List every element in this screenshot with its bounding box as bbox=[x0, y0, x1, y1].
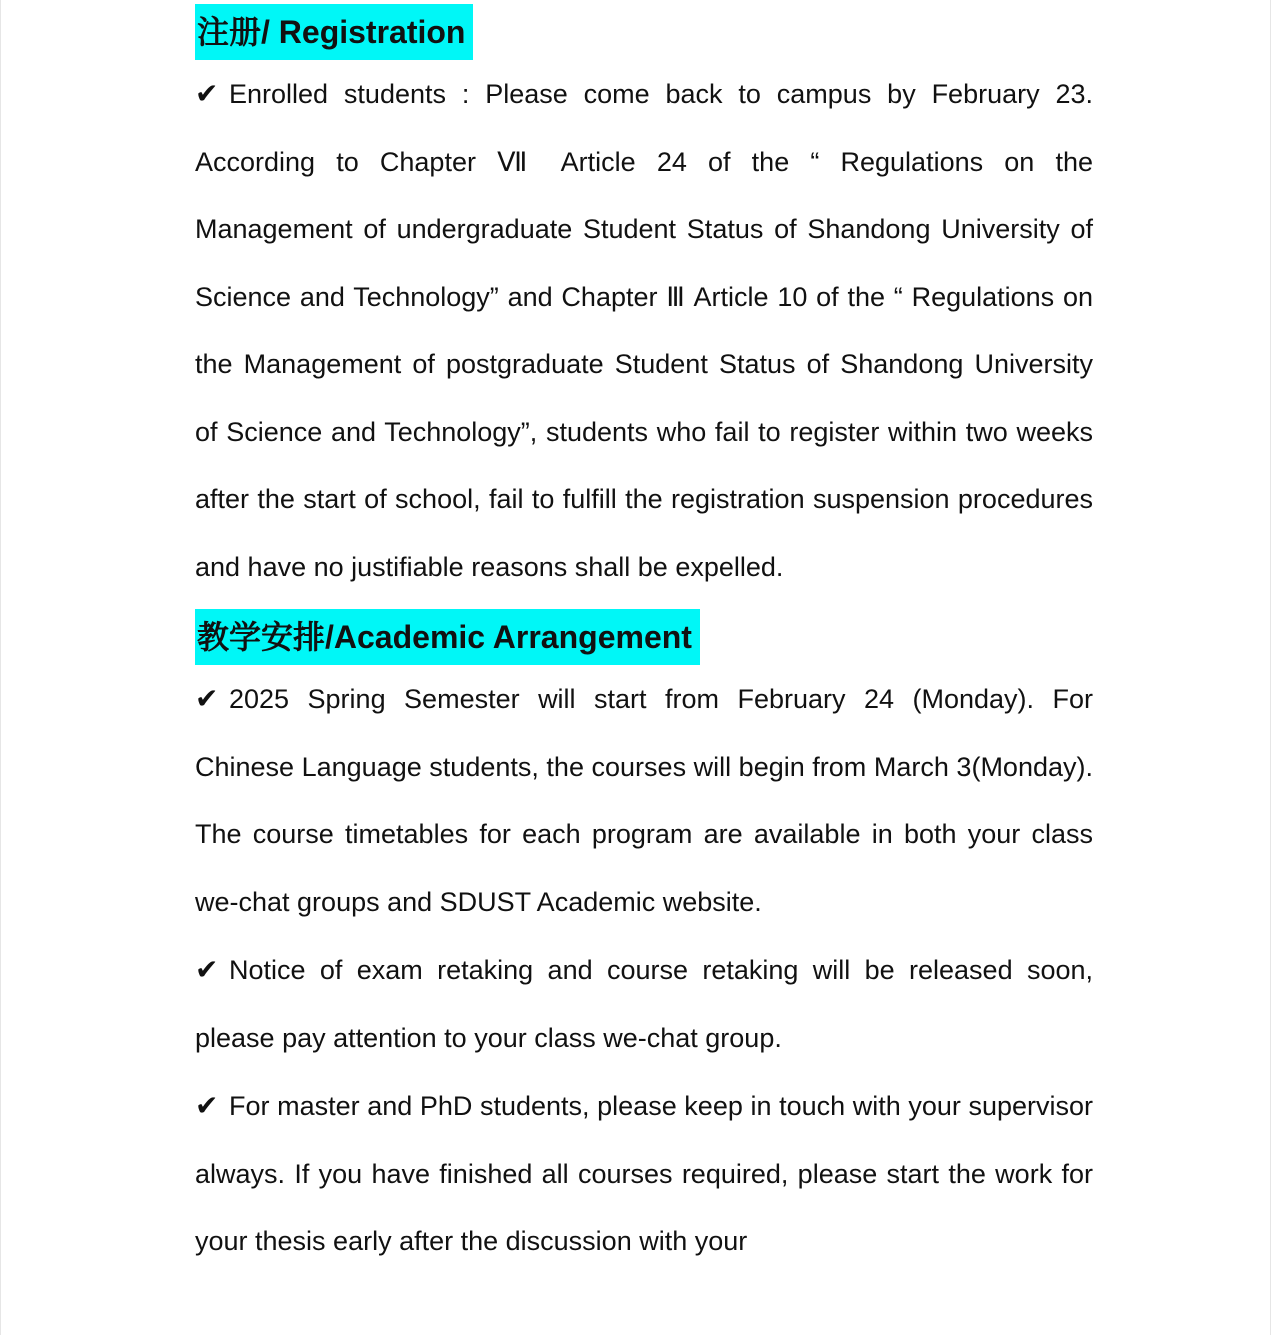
postgraduate-paragraph bbox=[195, 1072, 1093, 1276]
registration-paragraph bbox=[195, 60, 1093, 601]
registration-text: Enrolled students : Please come back to campus by February 23. According to Chapter Ⅶ Article 24 of the “ Regulations on the Management of undergraduate Student Status of Shandong University of Science and Technology” and Chapter Ⅲ Article 10 of the “ Regulations on the Management of postgraduate Student Status of Shandong University of Science and Technology”, students who fail to register within two weeks after the start of school, fail to fulfill the registration suspension procedures and have no justifiable reasons shall be expelled. bbox=[195, 79, 1093, 582]
postgraduate-text: For master and PhD students, please keep in touch with your supervisor always. If you have finished all courses required, please start the work for your thesis early after the discussion with your bbox=[195, 1091, 1093, 1256]
check-icon: ✔ bbox=[195, 683, 219, 714]
academic-heading: 教学安排/Academic Arrangement bbox=[195, 609, 700, 665]
check-icon: ✔ bbox=[195, 954, 219, 985]
check-icon: ✔ bbox=[195, 1090, 219, 1121]
page-edge-left bbox=[0, 0, 1, 1335]
retaking-paragraph bbox=[195, 936, 1093, 1072]
document-content bbox=[195, 0, 1093, 1276]
semester-paragraph bbox=[195, 665, 1093, 936]
check-icon: ✔ bbox=[195, 78, 219, 109]
retaking-text: Notice of exam retaking and course retaking will be released soon, please pay attention to your class we-chat group. bbox=[195, 955, 1093, 1053]
registration-heading: 注册/ Registration bbox=[195, 4, 473, 60]
semester-text: 2025 Spring Semester will start from February 24 (Monday). For Chinese Language students, the courses will begin from March 3(Monday). The course timetables for each program are available in both your class we-chat groups and SDUST Academic website. bbox=[195, 684, 1093, 917]
